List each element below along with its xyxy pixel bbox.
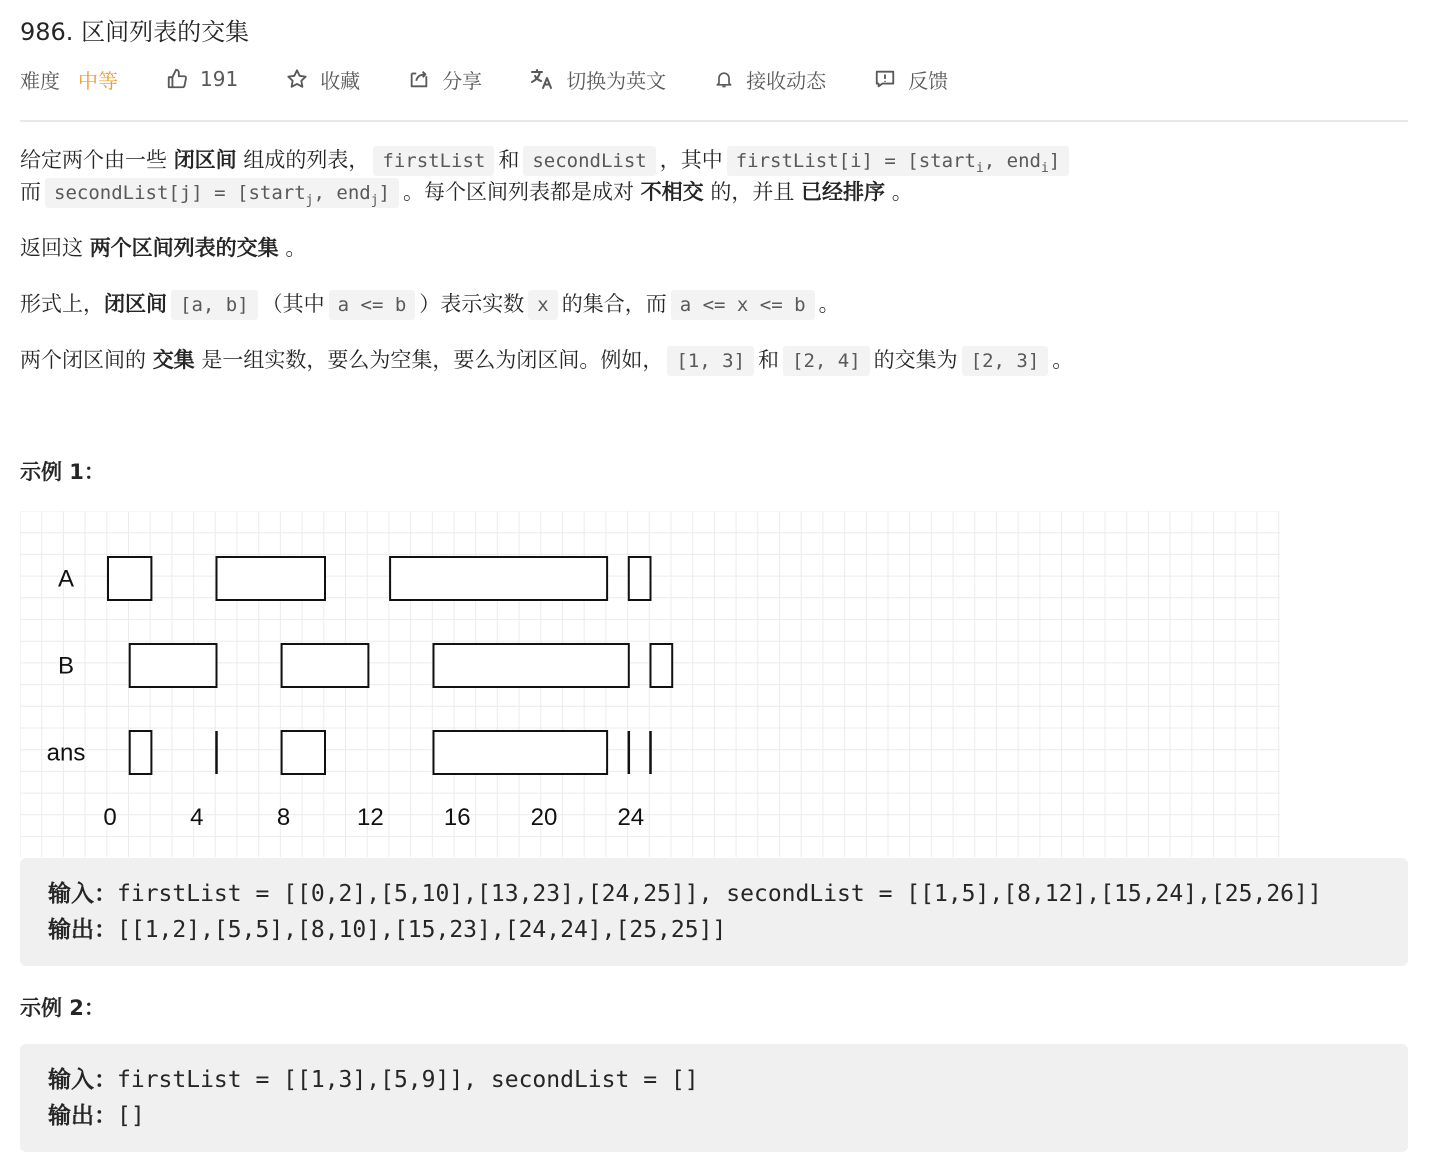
interval-box [651,644,673,687]
text: 形式上， [20,292,104,316]
bold-text: 已经排序 [801,180,886,204]
inline-code [727,146,1070,176]
output-label: 输出： [48,1103,117,1129]
text: 。 [885,180,913,204]
divider [20,120,1408,122]
inline-code: [2, 4] [783,346,870,376]
problem-title: 986. 区间列表的交集 [20,18,250,46]
interval-box [282,731,325,774]
code-subscript: j [305,192,314,208]
text: 和 [498,148,520,172]
description-paragraph-2 [20,232,306,264]
row-label: ans [46,739,86,767]
interval-box [217,557,326,600]
bold-text: 两个区间列表的交集 [89,236,279,260]
description-paragraph-4 [20,344,1073,377]
x-tick-label: 24 [617,804,645,831]
input-text: firstList = [[1,3],[5,9]], secondList = [] [117,1067,699,1093]
text: 。 [818,292,840,316]
inline-code: [1, 3] [667,346,754,376]
x-tick-label: 0 [103,804,117,831]
x-tick-label: 16 [443,804,471,831]
inline-code: [a, b] [171,290,258,320]
inline-code: x [528,290,557,320]
text: 给定两个由一些 [20,148,174,172]
code-subscript: j [370,192,379,208]
star-icon [286,68,308,90]
bold-text: 闭区间 [173,148,237,172]
text: ）表示实数 [419,292,525,316]
interval-diagram [20,511,1280,857]
example-1-code [20,858,1408,966]
thumbs-up-icon [166,68,188,90]
difficulty-value: 中等 [78,68,118,93]
interval-box [434,731,608,774]
description-line-2 [20,176,913,217]
feedback-icon [874,68,896,90]
translate-icon [530,68,554,90]
example-1-heading: 示例 1： [20,460,105,484]
output-label: 输出： [48,917,117,943]
bell-icon [714,68,734,90]
description-paragraph-3 [20,288,840,321]
like-count: 191 [200,67,239,91]
feedback-label: 反馈 [908,68,949,93]
code-part: , end [983,150,1041,172]
input-text: firstList = [[0,2],[5,10],[13,23],[24,25]], secondList = [[1,5],[8,12],[15,24],[25,26]] [117,881,1322,907]
text: 。 [278,236,307,260]
interval-box [629,557,651,600]
example-2-code [20,1044,1408,1152]
text: 而 [20,180,41,204]
text: 是一组实数，要么为空集，要么为闭区间。例如， [194,348,664,372]
feedback-button[interactable] [874,65,948,94]
x-tick-label: 4 [190,804,204,831]
interval-box [434,644,629,687]
x-tick-label: 12 [357,804,384,831]
text: ，其中 [659,148,723,172]
text: 返回这 [20,236,90,260]
output-text: [[1,2],[5,5],[8,10],[15,23],[24,24],[25,25]] [117,917,727,943]
difficulty-label: 难度 [20,68,60,93]
interval-box [108,557,151,600]
code-part: ] [1048,150,1061,172]
text: 和 [758,348,780,372]
code-subscript: i [1040,160,1049,176]
code-part: firstList[i] = [start [735,150,976,172]
example-2-heading: 示例 2： [20,996,105,1020]
output-text: [] [117,1103,145,1129]
problem-meta-bar [20,62,996,96]
input-label: 输入： [48,1067,117,1093]
interval-box [282,644,369,687]
text: 的，并且 [703,180,802,204]
text: 。每个区间列表都是成对 [402,180,641,204]
bold-text: 不相交 [640,180,704,204]
code-part: , end [313,182,371,204]
bold-text: 交集 [152,348,195,372]
code-part: secondList[j] = [start [54,182,306,204]
text: （其中 [261,292,325,316]
inline-code: a <= x <= b [671,290,815,320]
bold-text: 闭区间 [104,292,167,316]
interval-box [130,644,217,687]
row-label: A [57,565,75,593]
like-button[interactable] [166,67,238,91]
subscribe-button[interactable] [714,65,826,94]
inline-code: [2, 3] [962,346,1049,376]
text: 的交集为 [873,348,958,372]
text: 的集合，而 [561,292,667,316]
code-subscript: i [975,160,984,176]
inline-code: firstList [373,146,494,176]
share-icon [408,68,430,90]
favorite-label: 收藏 [320,68,361,93]
inline-code: secondList [523,146,655,176]
favorite-button[interactable] [286,65,360,94]
code-part: ] [378,182,390,204]
inline-code [45,178,399,208]
text: 两个闭区间的 [20,348,153,372]
translate-label: 切换为英文 [566,68,667,93]
translate-button[interactable] [530,65,666,94]
interval-box [130,731,152,774]
x-tick-label: 20 [530,804,558,831]
text: 组成的列表， [236,148,370,172]
x-tick-label: 8 [276,804,291,831]
share-label: 分享 [442,68,483,93]
text: 。 [1052,348,1074,372]
interval-diagram-svg [20,511,1280,857]
row-label: B [57,652,75,680]
input-label: 输入： [48,881,117,907]
interval-box [390,557,607,600]
subscribe-label: 接收动态 [746,68,827,93]
inline-code: a <= b [329,290,416,320]
share-button[interactable] [408,65,482,94]
